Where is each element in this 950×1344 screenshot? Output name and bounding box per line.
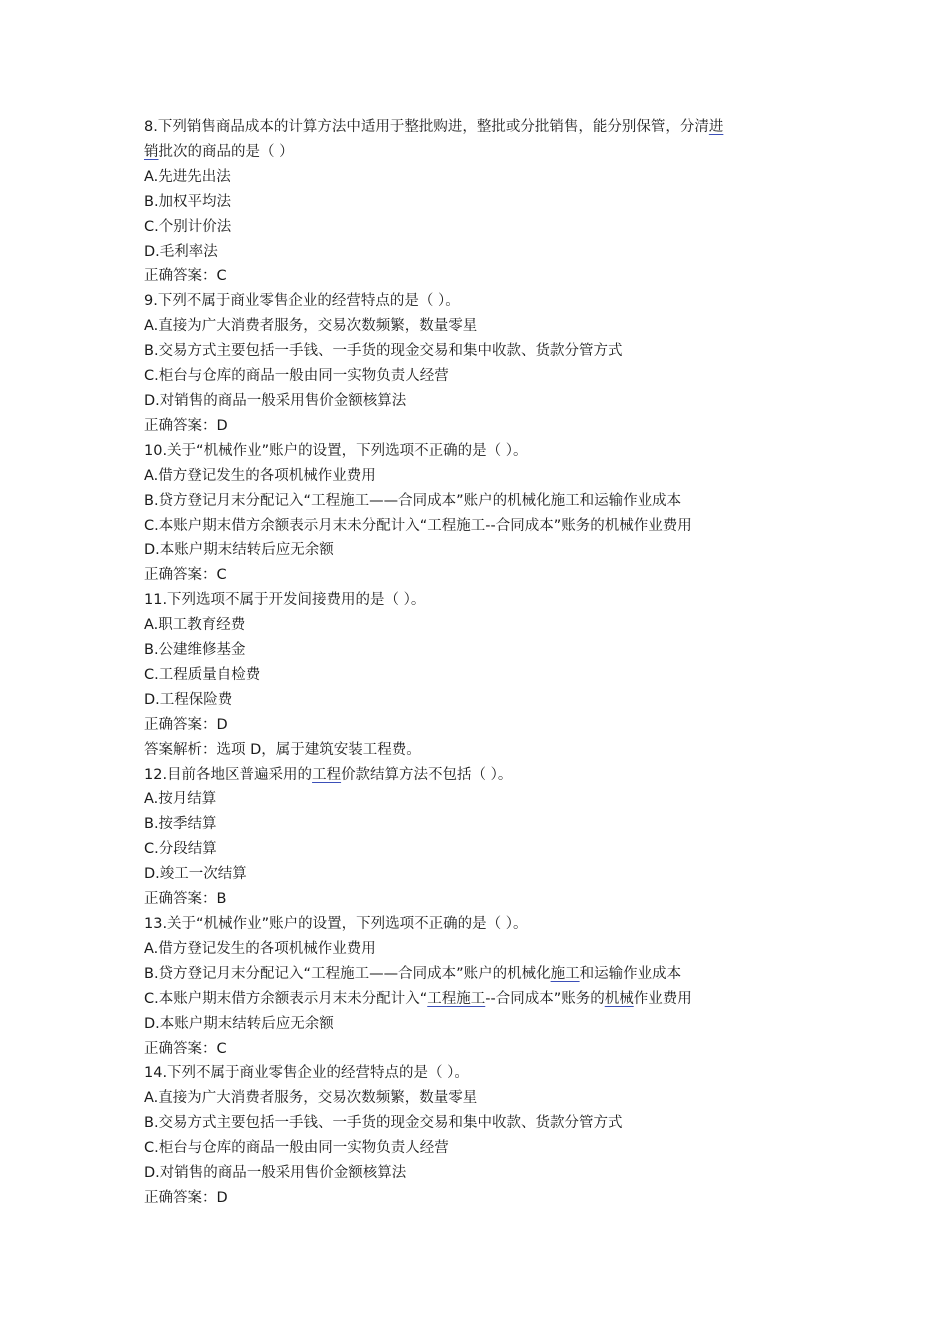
question-stem: 11.下列选项不属于开发间接费用的是（ ）。 [144, 592, 426, 609]
option-b: B.交易方式主要包括一手钱、一手货的现金交易和集中收款、货款分管方式 [144, 1115, 623, 1132]
correct-answer: 正确答案：B [144, 891, 227, 908]
option-c: C.分段结算 [144, 841, 217, 858]
correct-answer: 正确答案：D [144, 1189, 228, 1206]
hyperlink[interactable]: 进 [708, 119, 724, 135]
option-text: C.本账户期末借方余额表示月末未分配计入“ [144, 990, 428, 1007]
question-stem: 9.下列不属于商业零售企业的经营特点的是（ ）。 [144, 293, 460, 310]
option-c [144, 987, 814, 1012]
option-b: B.加权平均法 [144, 193, 232, 210]
question-10 [144, 439, 814, 588]
option-a: A.按月结算 [144, 791, 217, 808]
option-text: 和运输作业成本 [579, 965, 682, 982]
option-text: B.贷方登记月末分配记入“工程施工——合同成本”账户的机械化 [144, 965, 551, 982]
option-d: D.对销售的商品一般采用售价金额核算法 [144, 1165, 407, 1182]
option-b [144, 962, 814, 987]
hyperlink[interactable]: 机械 [604, 990, 634, 1007]
hyperlink[interactable]: 施工 [550, 965, 580, 982]
question-stem-text: 价款结算方法不包括（ ）。 [341, 766, 513, 783]
question-12 [144, 763, 814, 912]
question-stem [144, 763, 814, 788]
option-a: A.借方登记发生的各项机械作业费用 [144, 940, 376, 957]
option-d: D.工程保险费 [144, 691, 233, 708]
question-stem: 10.关于“机械作业”账户的设置，下列选项不正确的是（ ）。 [144, 442, 528, 459]
hyperlink[interactable]: 工程施工 [427, 990, 486, 1007]
question-stem-text: 批次的商品的是（ ） [158, 143, 294, 160]
option-c: C.工程质量自检费 [144, 666, 261, 683]
document-page [144, 115, 814, 1211]
option-a: A.职工教育经费 [144, 617, 246, 634]
correct-answer: 正确答案：C [144, 567, 227, 584]
question-9 [144, 289, 814, 438]
option-d: D.对销售的商品一般采用售价金额核算法 [144, 392, 407, 409]
option-text: --合同成本”账务的 [485, 990, 605, 1007]
question-stem-text: 8.下列销售商品成本的计算方法中适用于整批购进，整批或分批销售，能分别保管，分清 [144, 119, 709, 135]
option-d: D.本账户期末结转后应无余额 [144, 542, 334, 559]
question-stem: 14.下列不属于商业零售企业的经营特点的是（ ）。 [144, 1065, 469, 1082]
option-c: C.个别计价法 [144, 218, 232, 235]
option-a: A.借方登记发生的各项机械作业费用 [144, 467, 376, 484]
option-b: B.贷方登记月末分配记入“工程施工——合同成本”账户的机械化施工和运输作业成本 [144, 492, 682, 509]
option-d: D.本账户期末结转后应无余额 [144, 1015, 334, 1032]
option-d: D.竣工一次结算 [144, 866, 247, 883]
question-11 [144, 588, 814, 762]
correct-answer: 正确答案：C [144, 268, 227, 285]
option-d: D.毛利率法 [144, 243, 218, 260]
option-a: A.先进先出法 [144, 168, 231, 185]
hyperlink[interactable]: 工程 [312, 766, 342, 783]
option-c: C.柜台与仓库的商品一般由同一实物负责人经营 [144, 368, 449, 385]
correct-answer: 正确答案：D [144, 417, 228, 434]
option-a: A.直接为广大消费者服务，交易次数频繁，数量零星 [144, 1090, 478, 1107]
question-13 [144, 912, 814, 1061]
option-text: 作业费用 [633, 990, 692, 1007]
question-stem-text: 12.目前各地区普遍采用的 [144, 766, 313, 783]
option-b: B.按季结算 [144, 816, 217, 833]
question-stem-continued [144, 140, 814, 165]
option-a: A.直接为广大消费者服务，交易次数频繁，数量零星 [144, 318, 478, 335]
option-c: C.柜台与仓库的商品一般由同一实物负责人经营 [144, 1140, 449, 1157]
question-14 [144, 1061, 814, 1210]
hyperlink[interactable]: 销 [144, 143, 159, 160]
question-stem [144, 115, 814, 140]
option-b: B.交易方式主要包括一手钱、一手货的现金交易和集中收款、货款分管方式 [144, 343, 623, 360]
correct-answer: 正确答案：D [144, 716, 228, 733]
option-b: B.公建维修基金 [144, 642, 246, 659]
correct-answer: 正确答案：C [144, 1040, 227, 1057]
question-8 [144, 115, 814, 289]
question-stem: 13.关于“机械作业”账户的设置，下列选项不正确的是（ ）。 [144, 916, 528, 932]
option-c: C.本账户期末借方余额表示月末未分配计入“工程施工--合同成本”账务的机械作业费用 [144, 517, 692, 534]
answer-analysis: 答案解析：选项 D，属于建筑安装工程费。 [144, 741, 421, 758]
